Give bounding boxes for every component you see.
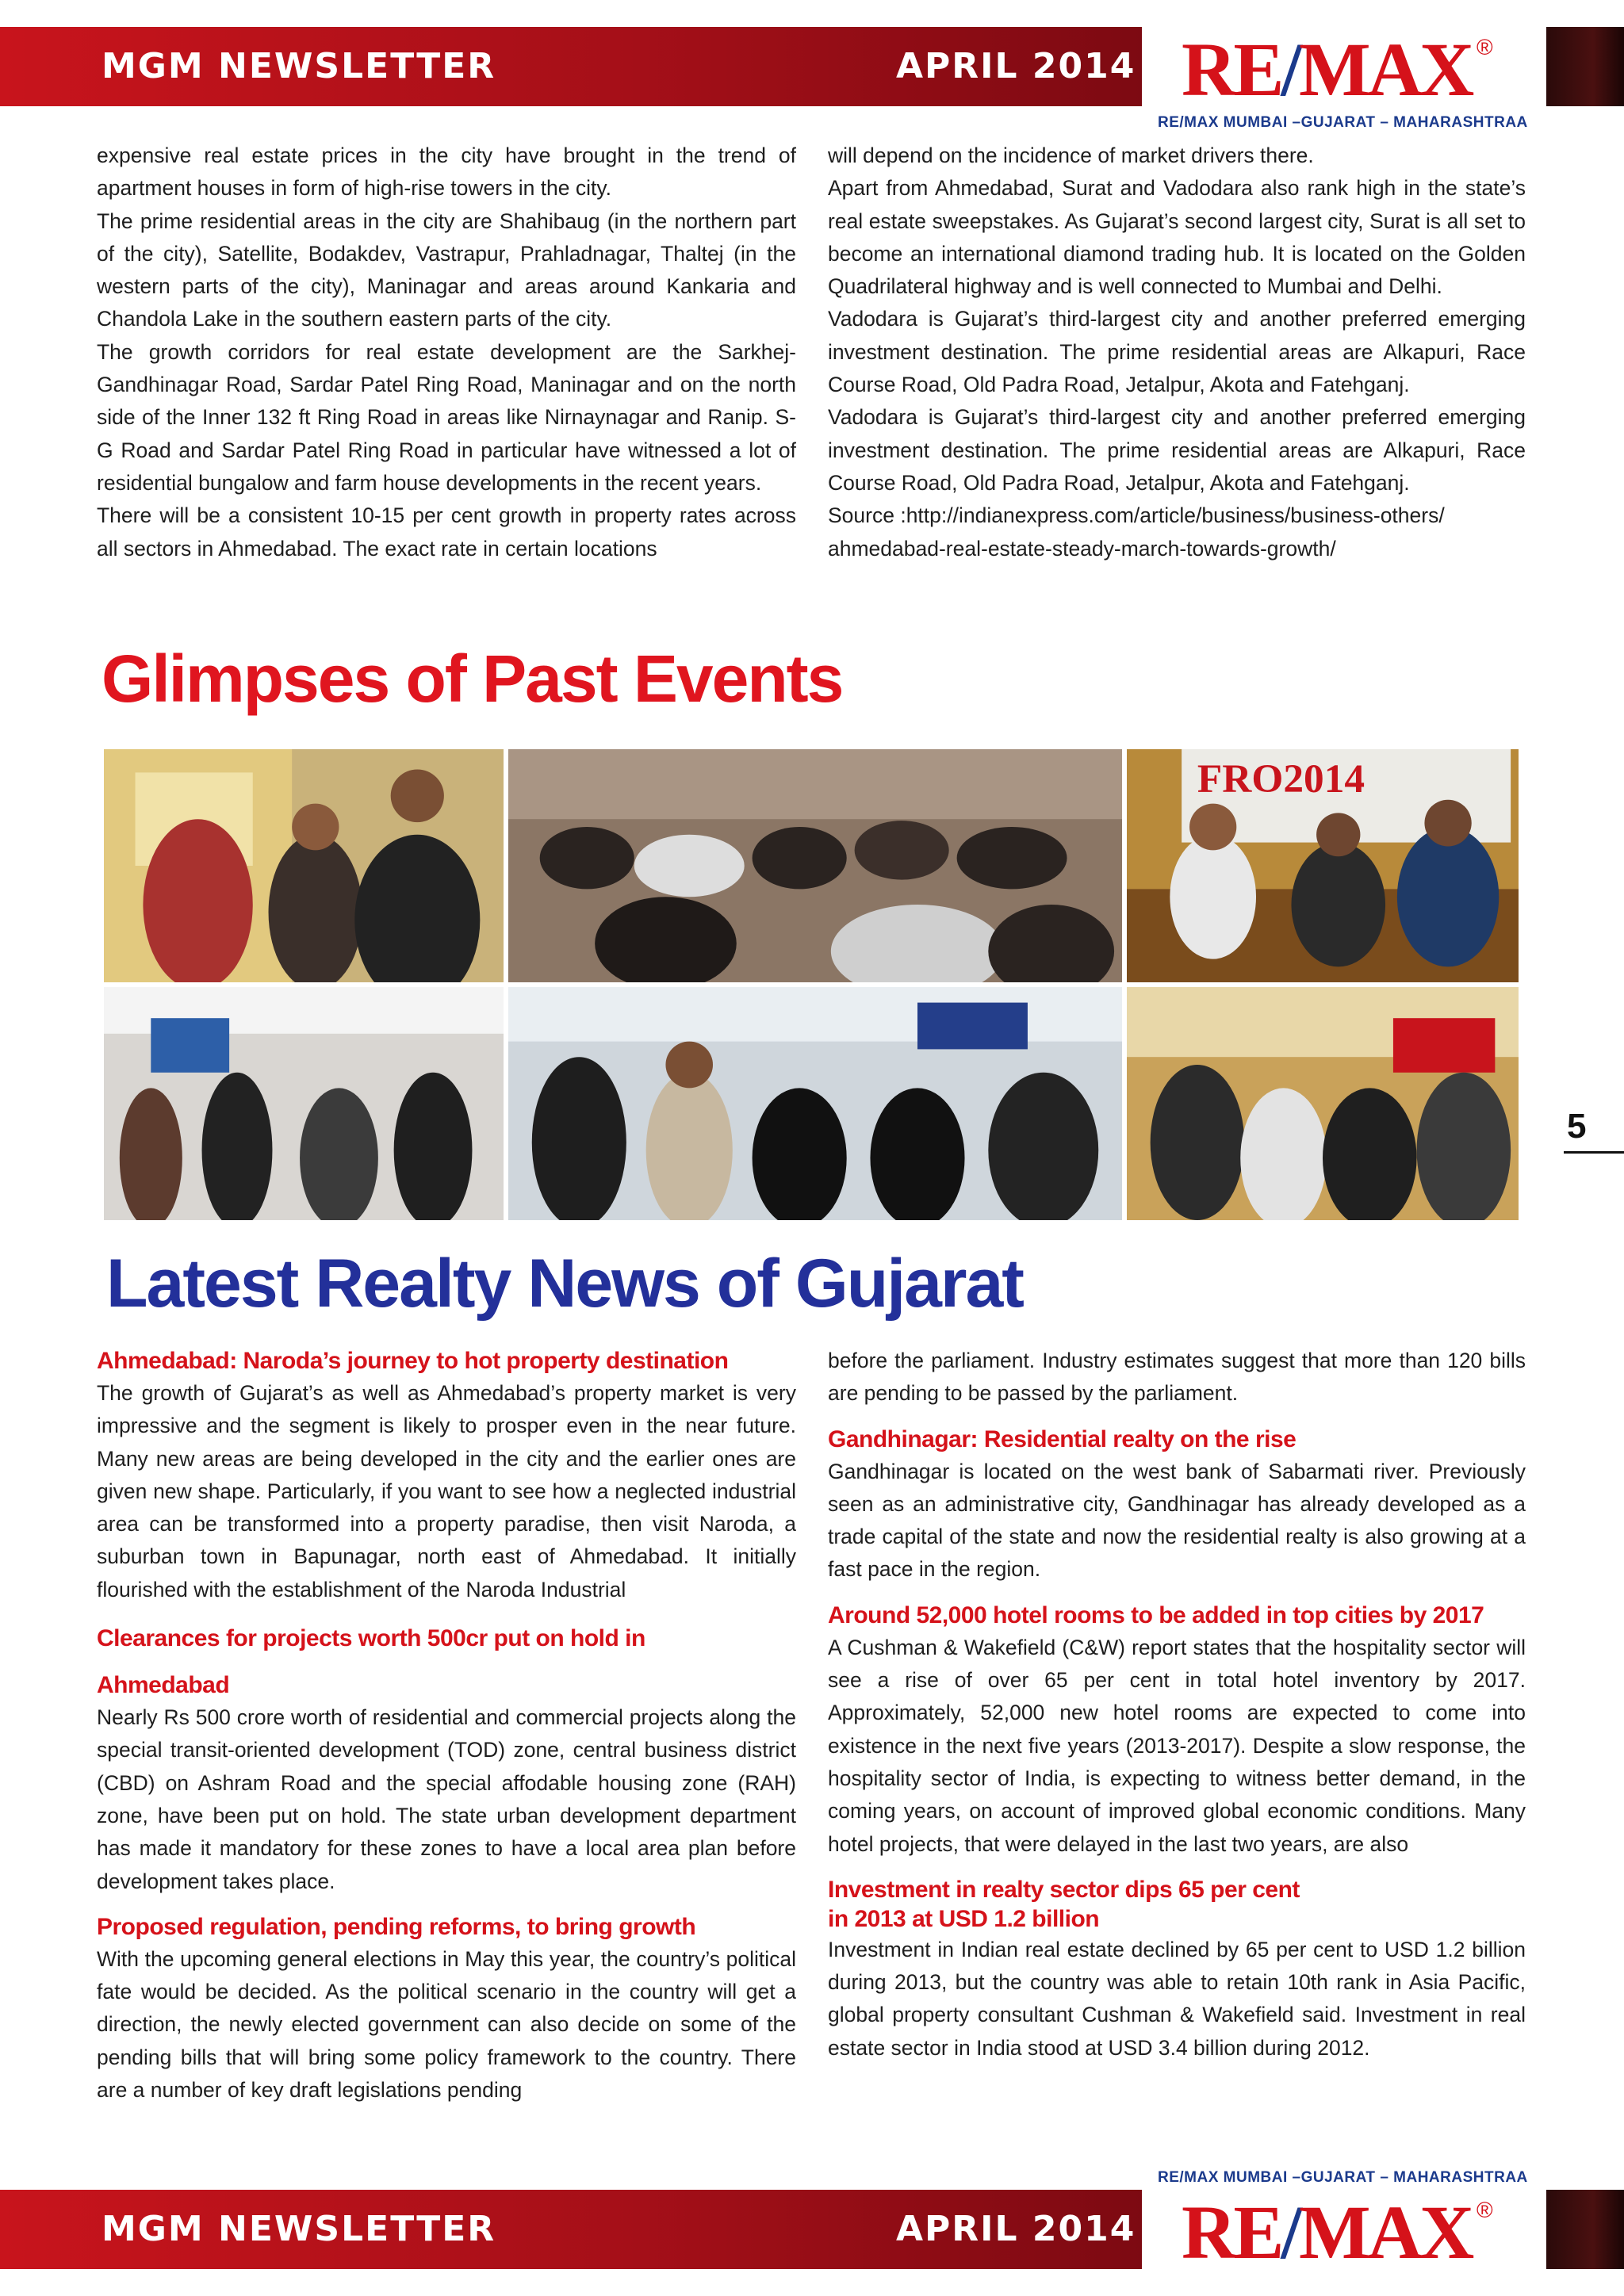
header-region-text: RE/MAX MUMBAI –GUJARAT – MAHARASHTRAA [1158,114,1528,131]
footer-date: APRIL 2014 [896,2209,1136,2249]
header-date: APRIL 2014 [896,46,1136,86]
footer-dark-block [1546,2190,1624,2269]
top-article-left-column [97,140,796,565]
news-right-para-1: Gandhinagar is located on the west bank of Sabarmati river. Previously seen as an administrative city, Gandhinagar has already developed as a trade capital of the state and now the residential realty is also growing at a fast pace in the region. [828,1459,1526,1582]
footer-title: MGM NEWSLETTER [102,2209,496,2249]
glimpses-heading: Glimpses of Past Events [102,641,843,716]
event-photo-4 [102,985,506,1223]
news-left-heading-2b: Ahmedabad [97,1672,230,1699]
header-bar [0,27,1624,112]
footer-remax-logo [1182,2190,1507,2275]
news-left-column [97,1345,796,2107]
news-right-heading-1: Gandhinagar: Residential realty on the rise [828,1425,1297,1452]
top-right-para-4: Vadodara is Gujarat’s third-largest city and another preferred emerging investment destination. The prime residential areas are Alkapuri, Race Course Road, Old Padra Road, Jetalpur, Akota and Fatehganj. [828,405,1526,495]
banner-text: FRO2014 [1197,756,1365,802]
event-photo-3 [1124,747,1521,985]
news-right-column [828,1345,1526,2064]
event-photo-1 [102,747,506,985]
top-right-source: Source :http://indianexpress.com/article/business/business-others/ ahmedabad-real-estate-steady-march-towards-growth/ [828,503,1445,561]
footer-region-text: RE/MAX MUMBAI –GUJARAT – MAHARASHTRAA [1158,2169,1528,2186]
news-left-para-1: The growth of Gujarat’s as well as Ahmedabad’s property market is very impressive and the segment is likely to prosper even in the near future. Many new areas are being developed in the city and the earlier ones are given new shape. Particularly, if you want to see how a neglected industrial area can be transformed into a property paradise, then visit Naroda, a suburban town in Bapunagar, north east of Ahmedabad. It initially flourished with the establishment of the Naroda Industrial [97,1381,796,1601]
news-left-para-3: With the upcoming general elections in May this year, the country’s political fate would be decided. As the political scenario in the country will get a direction, the newly elected government can also decide on some of the pending bills that will bring some policy framework to the country. There are a number of key draft legislations pending [97,1946,796,2103]
header-dark-block [1546,27,1624,106]
event-photo-5 [506,985,1124,1223]
registered-mark: ® [1477,35,1493,59]
news-heading: Latest Realty News of Gujarat [106,1246,1023,1322]
top-left-para-2: The prime residential areas in the city are Shahibaug (in the northern part of the city), Satellite, Bodakdev, Vastrapur, Prahladnagar, Thaltej (in the western parts of the city), Maninagar and areas around Kankaria and Chandola Lake in the southern eastern parts of the city. [97,209,796,331]
news-right-heading-3a: Investment in realty sector dips 65 per cent [828,1876,1300,1903]
footer-remax-logo-text: RE/MAX [1182,2190,1472,2275]
top-right-para-3: Vadodara is Gujarat’s third-largest city and another preferred emerging investment destination. The prime residential areas are Alkapuri, Race Course Road, Old Padra Road, Jetalpur, Akota and Fatehganj. [828,307,1526,397]
news-right-para-2: A Cushman & Wakefield (C&W) report states that the hospitality sector will see a rise of over 65 per cent in total hotel inventory by 2017. Approximately, 52,000 new hotel rooms are expected to come into existence in the next five years (2013-2017). Despite a slow response, the hospitality sector of India, is expecting to witness better demand, in the coming years, on account of improved global economic conditions. Many hotel projects, that were delayed in the last two years, are also [828,1635,1526,1856]
page-number-rule [1564,1151,1624,1154]
page-number: 5 [1567,1107,1587,1146]
news-left-para-2: Nearly Rs 500 crore worth of residential and commercial projects along the special transit-oriented development (TOD) zone, central business district (CBD) on Ashram Road and the special affodable housing zone (RAH) zone, have been put on hold. The state urban development department has made it mandatory for these zones to have a local area plan before development takes place. [97,1705,796,1893]
news-right-para-0: before the parliament. Industry estimates suggest that more than 120 bills are pending to be passed by the parliament. [828,1349,1526,1406]
top-article-right-column [828,140,1526,565]
event-photo-collage [102,747,1521,1223]
remax-logo [1182,27,1507,112]
top-left-para-1: expensive real estate prices in the city have brought in the trend of apartment houses in form of high-rise towers in the city. [97,144,796,201]
top-right-para-1: will depend on the incidence of market drivers there. [828,144,1314,167]
news-left-heading-1: Ahmedabad: Naroda’s journey to hot property destination [97,1348,729,1374]
news-right-para-3: Investment in Indian real estate declined by 65 per cent to USD 1.2 billion during 2013, but the country was able to retain 10th rank in Asia Pacific, global property consultant Cushman & Wakefield said. Investment in real estate sector in India stood at USD 3.4 billion during 2012. [828,1937,1526,2060]
event-photo-2 [506,747,1124,985]
header-title: MGM NEWSLETTER [102,46,496,86]
news-left-heading-3: Proposed regulation, pending reforms, to bring growth [97,1913,696,1940]
news-left-heading-2a: Clearances for projects worth 500cr put on hold in [97,1625,645,1652]
event-photo-6 [1124,985,1521,1223]
top-right-para-2: Apart from Ahmedabad, Surat and Vadodara also rank high in the state’s real estate sweepstakes. As Gujarat’s second largest city, Surat is all set to become an international diamond trading hub. It is located on the Golden Quadrilateral highway and is well connected to Mumbai and Delhi. [828,176,1526,299]
top-left-para-3: The growth corridors for real estate development are the Sarkhej-Gandhinagar Road, Sardar Patel Ring Road, Maninagar and on the north side of the Inner 132 ft Ring Road in areas like Nirnaynagar and Ranip. S-G Road and Sardar Patel Ring Road in particular have witnessed a lot of residential bungalow and farm house developments in the recent years. [97,339,796,495]
top-left-para-4: There will be a consistent 10-15 per cent growth in property rates across all sectors in Ahmedabad. The exact rate in certain locations [97,503,796,561]
footer-bar [0,2190,1624,2275]
footer-registered-mark: ® [1477,2198,1493,2222]
news-right-heading-2: Around 52,000 hotel rooms to be added in top cities by 2017 [828,1601,1484,1628]
remax-logo-text: RE/MAX [1182,27,1472,112]
news-right-heading-3b: in 2013 at USD 1.2 billion [828,1905,1100,1932]
